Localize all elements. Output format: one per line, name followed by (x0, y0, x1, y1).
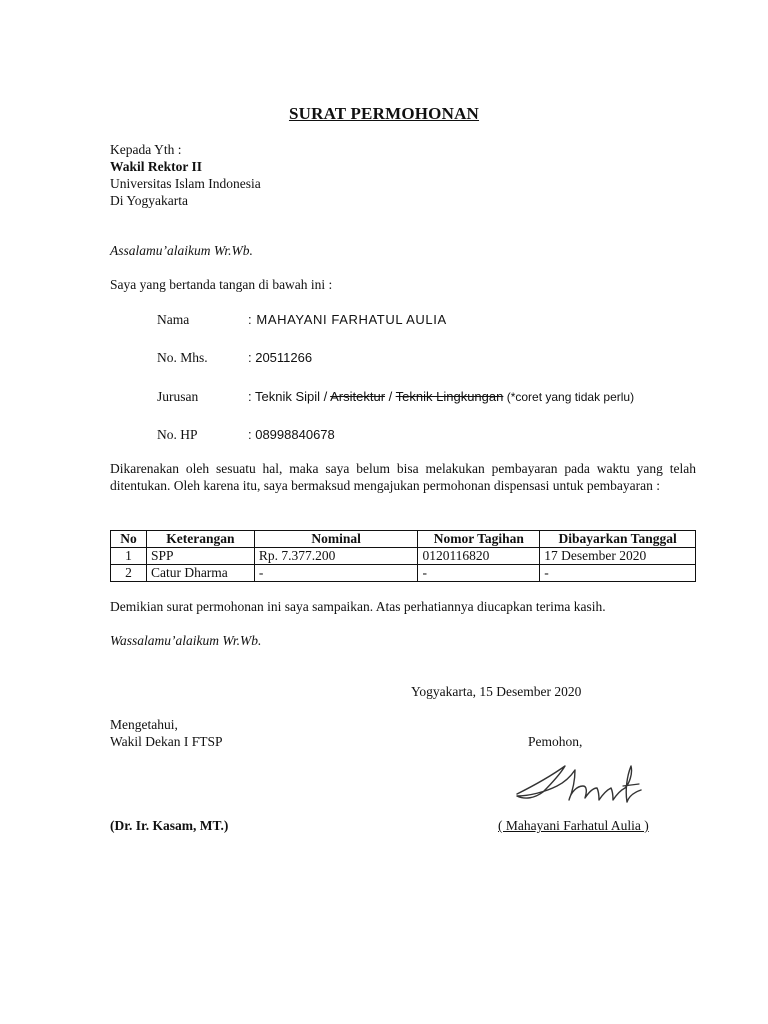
approver-name: (Dr. Ir. Kasam, MT.) (110, 818, 229, 833)
reason-paragraph: Dikarenakan oleh sesuatu hal, maka saya belum bisa melakukan pembayaran pada waktu yang telah ditentukan. Oleh karena itu, saya bermaksud mengajukan permohonan dispensasi untuk pembayaran : (110, 461, 696, 493)
header-no: No (111, 531, 147, 548)
field-label-nomhs: No. Mhs. (157, 350, 208, 365)
approval-label: Mengetahui, (110, 717, 178, 732)
applicant-label: Pemohon, (528, 734, 583, 749)
cell-tanggal: 17 Desember 2020 (540, 548, 696, 565)
table-row (111, 565, 696, 582)
intro-text: Saya yang bertanda tangan di bawah ini : (110, 277, 333, 292)
field-value-nohp: : 08998840678 (248, 427, 335, 442)
cell-nominal: - (254, 565, 418, 582)
recipient-location: Di Yogyakarta (110, 193, 188, 208)
recipient-salutation: Kepada Yth : (110, 142, 182, 157)
header-keterangan: Keterangan (146, 531, 254, 548)
field-value-jurusan (248, 389, 634, 404)
table-row (111, 548, 696, 565)
field-label-jurusan: Jurusan (157, 389, 199, 404)
cell-keterangan: SPP (146, 548, 254, 565)
jurusan-option-lingkungan: Teknik Lingkungan (395, 389, 504, 404)
cell-tanggal: - (540, 565, 696, 582)
field-value-nama: : MAHAYANI FARHATUL AULIA (248, 312, 447, 327)
place-date: Yogyakarta, 15 Desember 2020 (411, 684, 582, 699)
signature-image (505, 756, 655, 816)
approver-title: Wakil Dekan I FTSP (110, 734, 223, 749)
payment-table (110, 530, 696, 582)
field-label-nama: Nama (157, 312, 190, 327)
closing-text: Demikian surat permohonan ini saya sampaikan. Atas perhatiannya diucapkan terima kasih. (110, 599, 606, 614)
jurusan-option-arsitektur: Arsitektur (330, 389, 386, 404)
header-dibayarkan-tanggal: Dibayarkan Tanggal (540, 531, 696, 548)
field-value-nomhs: : 20511266 (248, 350, 313, 365)
farewell-text: Wassalamu’alaikum Wr.Wb. (110, 633, 262, 648)
recipient-position: Wakil Rektor II (110, 159, 203, 174)
table-header-row (111, 531, 696, 548)
letter-title: SURAT PERMOHONAN (288, 104, 480, 123)
cell-no: 2 (111, 565, 147, 582)
opening-greeting: Assalamu’alaikum Wr.Wb. (110, 243, 253, 258)
cell-nominal: Rp. 7.377.200 (254, 548, 418, 565)
cell-nomor-tagihan: 0120116820 (418, 548, 540, 565)
header-nomor-tagihan: Nomor Tagihan (418, 531, 540, 548)
recipient-institution: Universitas Islam Indonesia (110, 176, 261, 191)
cell-nomor-tagihan: - (418, 565, 540, 582)
applicant-name: ( Mahayani Farhatul Aulia ) (498, 818, 649, 833)
cell-keterangan: Catur Dharma (146, 565, 254, 582)
jurusan-note: (*coret yang tidak perlu) (503, 390, 635, 404)
jurusan-separator: / (385, 389, 396, 404)
header-nominal: Nominal (254, 531, 418, 548)
cell-no: 1 (111, 548, 147, 565)
jurusan-option-sipil: : Teknik Sipil / (248, 389, 331, 404)
field-label-nohp: No. HP (157, 427, 198, 442)
